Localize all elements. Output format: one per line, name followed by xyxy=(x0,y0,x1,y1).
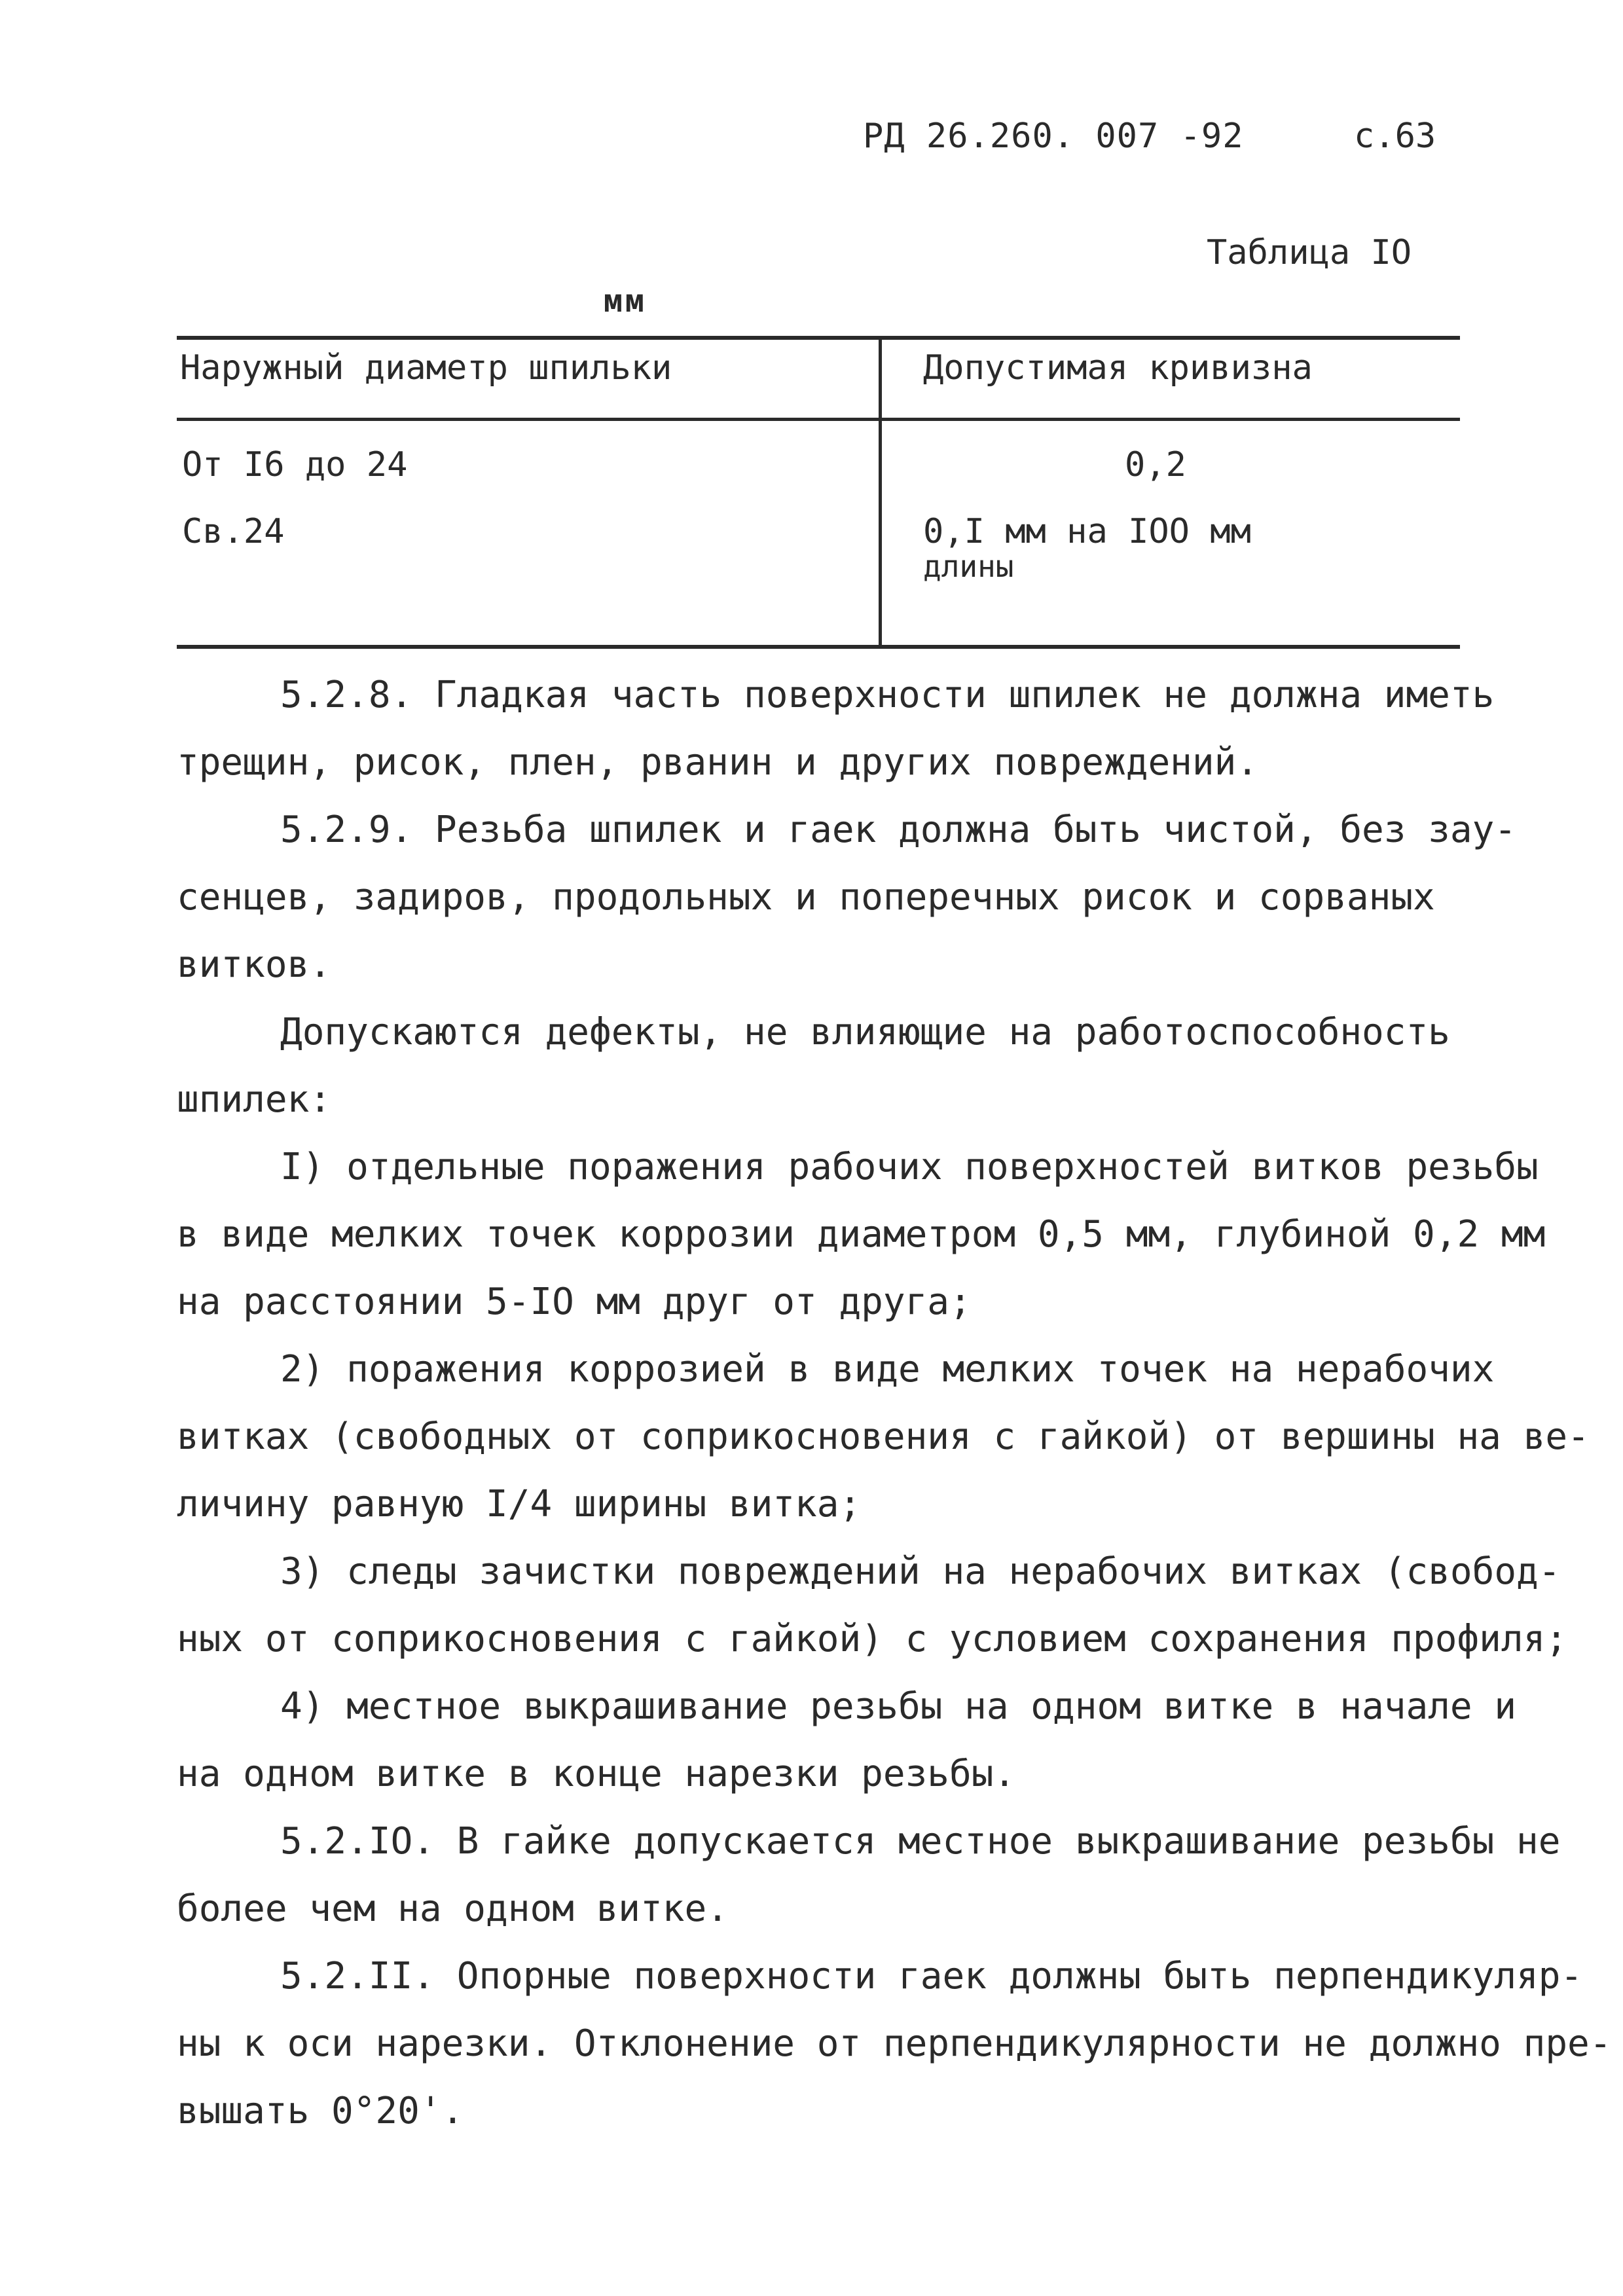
text-line: вышать 0°20'. xyxy=(177,2090,464,2132)
table-header-diameter: Наружный диаметр шпильки xyxy=(180,348,672,388)
text-line: 5.2.IO. В гайке допускается местное выкрашивание резьбы не xyxy=(280,1820,1561,1863)
text-line: I) отдельные поражения рабочих поверхностей витков резьбы xyxy=(280,1146,1539,1188)
table-bottom-rule xyxy=(177,645,1460,649)
table-top-rule xyxy=(177,336,1460,340)
table-header-rule xyxy=(177,418,1460,421)
table-header-curvature: Допустимая кривизна xyxy=(923,348,1313,388)
text-line: 4) местное выкрашивание резьбы на одном витке в начале и xyxy=(280,1685,1517,1728)
table-column-separator xyxy=(879,340,882,645)
text-line: витков. xyxy=(177,943,332,986)
table-cell-curvature: 0,2 xyxy=(1125,445,1186,484)
table-cell-diameter: От I6 до 24 xyxy=(182,445,408,484)
text-line: более чем на одном витке. xyxy=(177,1887,729,1930)
text-line: трещин, рисок, плен, рванин и других повреждений. xyxy=(177,741,1259,784)
table-cell-diameter: Св.24 xyxy=(182,512,285,551)
text-line: 3) следы зачистки повреждений на нерабочих витках (свобод- xyxy=(280,1550,1561,1593)
text-line: 2) поражения коррозией в виде мелких точек на нерабочих xyxy=(280,1348,1495,1391)
table-cell-curvature: 0,I мм на IOO мм xyxy=(923,512,1251,551)
text-line: 5.2.9. Резьба шпилек и гаек должна быть чистой, без зау- xyxy=(280,809,1517,851)
text-line: сенцев, задиров, продольных и поперечных рисок и сорваных xyxy=(177,876,1435,919)
text-line: личину равную I/4 ширины витка; xyxy=(177,1483,862,1525)
text-line: витках (свободных от соприкосновения с гайкой) от вершины на ве- xyxy=(177,1415,1590,1458)
text-line: ных от соприкосновения с гайкой) с условием сохранения профиля; xyxy=(177,1618,1568,1660)
text-line: 5.2.8. Гладкая часть поверхности шпилек не должна иметь xyxy=(280,674,1495,716)
table-cell-curvature-continued: длины xyxy=(923,549,1014,584)
text-line: в виде мелких точек коррозии диаметром 0,5 мм, глубиной 0,2 мм xyxy=(177,1213,1546,1256)
table-unit: мм xyxy=(604,283,647,319)
text-line: на расстоянии 5-IO мм друг от друга; xyxy=(177,1281,972,1323)
text-line: шпилек: xyxy=(177,1078,332,1121)
text-line: ны к оси нарезки. Отклонение от перпендикулярности не должно пре- xyxy=(177,2022,1612,2065)
document-code: РД 26.260. 007 -92 xyxy=(863,117,1244,156)
text-line: Допускаются дефекты, не влияющие на работоспособность xyxy=(280,1011,1450,1053)
text-line: на одном витке в конце нарезки резьбы. xyxy=(177,1753,1016,1795)
text-line: 5.2.II. Опорные поверхности гаек должны быть перпендикуляр- xyxy=(280,1955,1583,1997)
table-title: Таблица IO xyxy=(1207,233,1412,272)
page-number: с.63 xyxy=(1354,117,1436,156)
